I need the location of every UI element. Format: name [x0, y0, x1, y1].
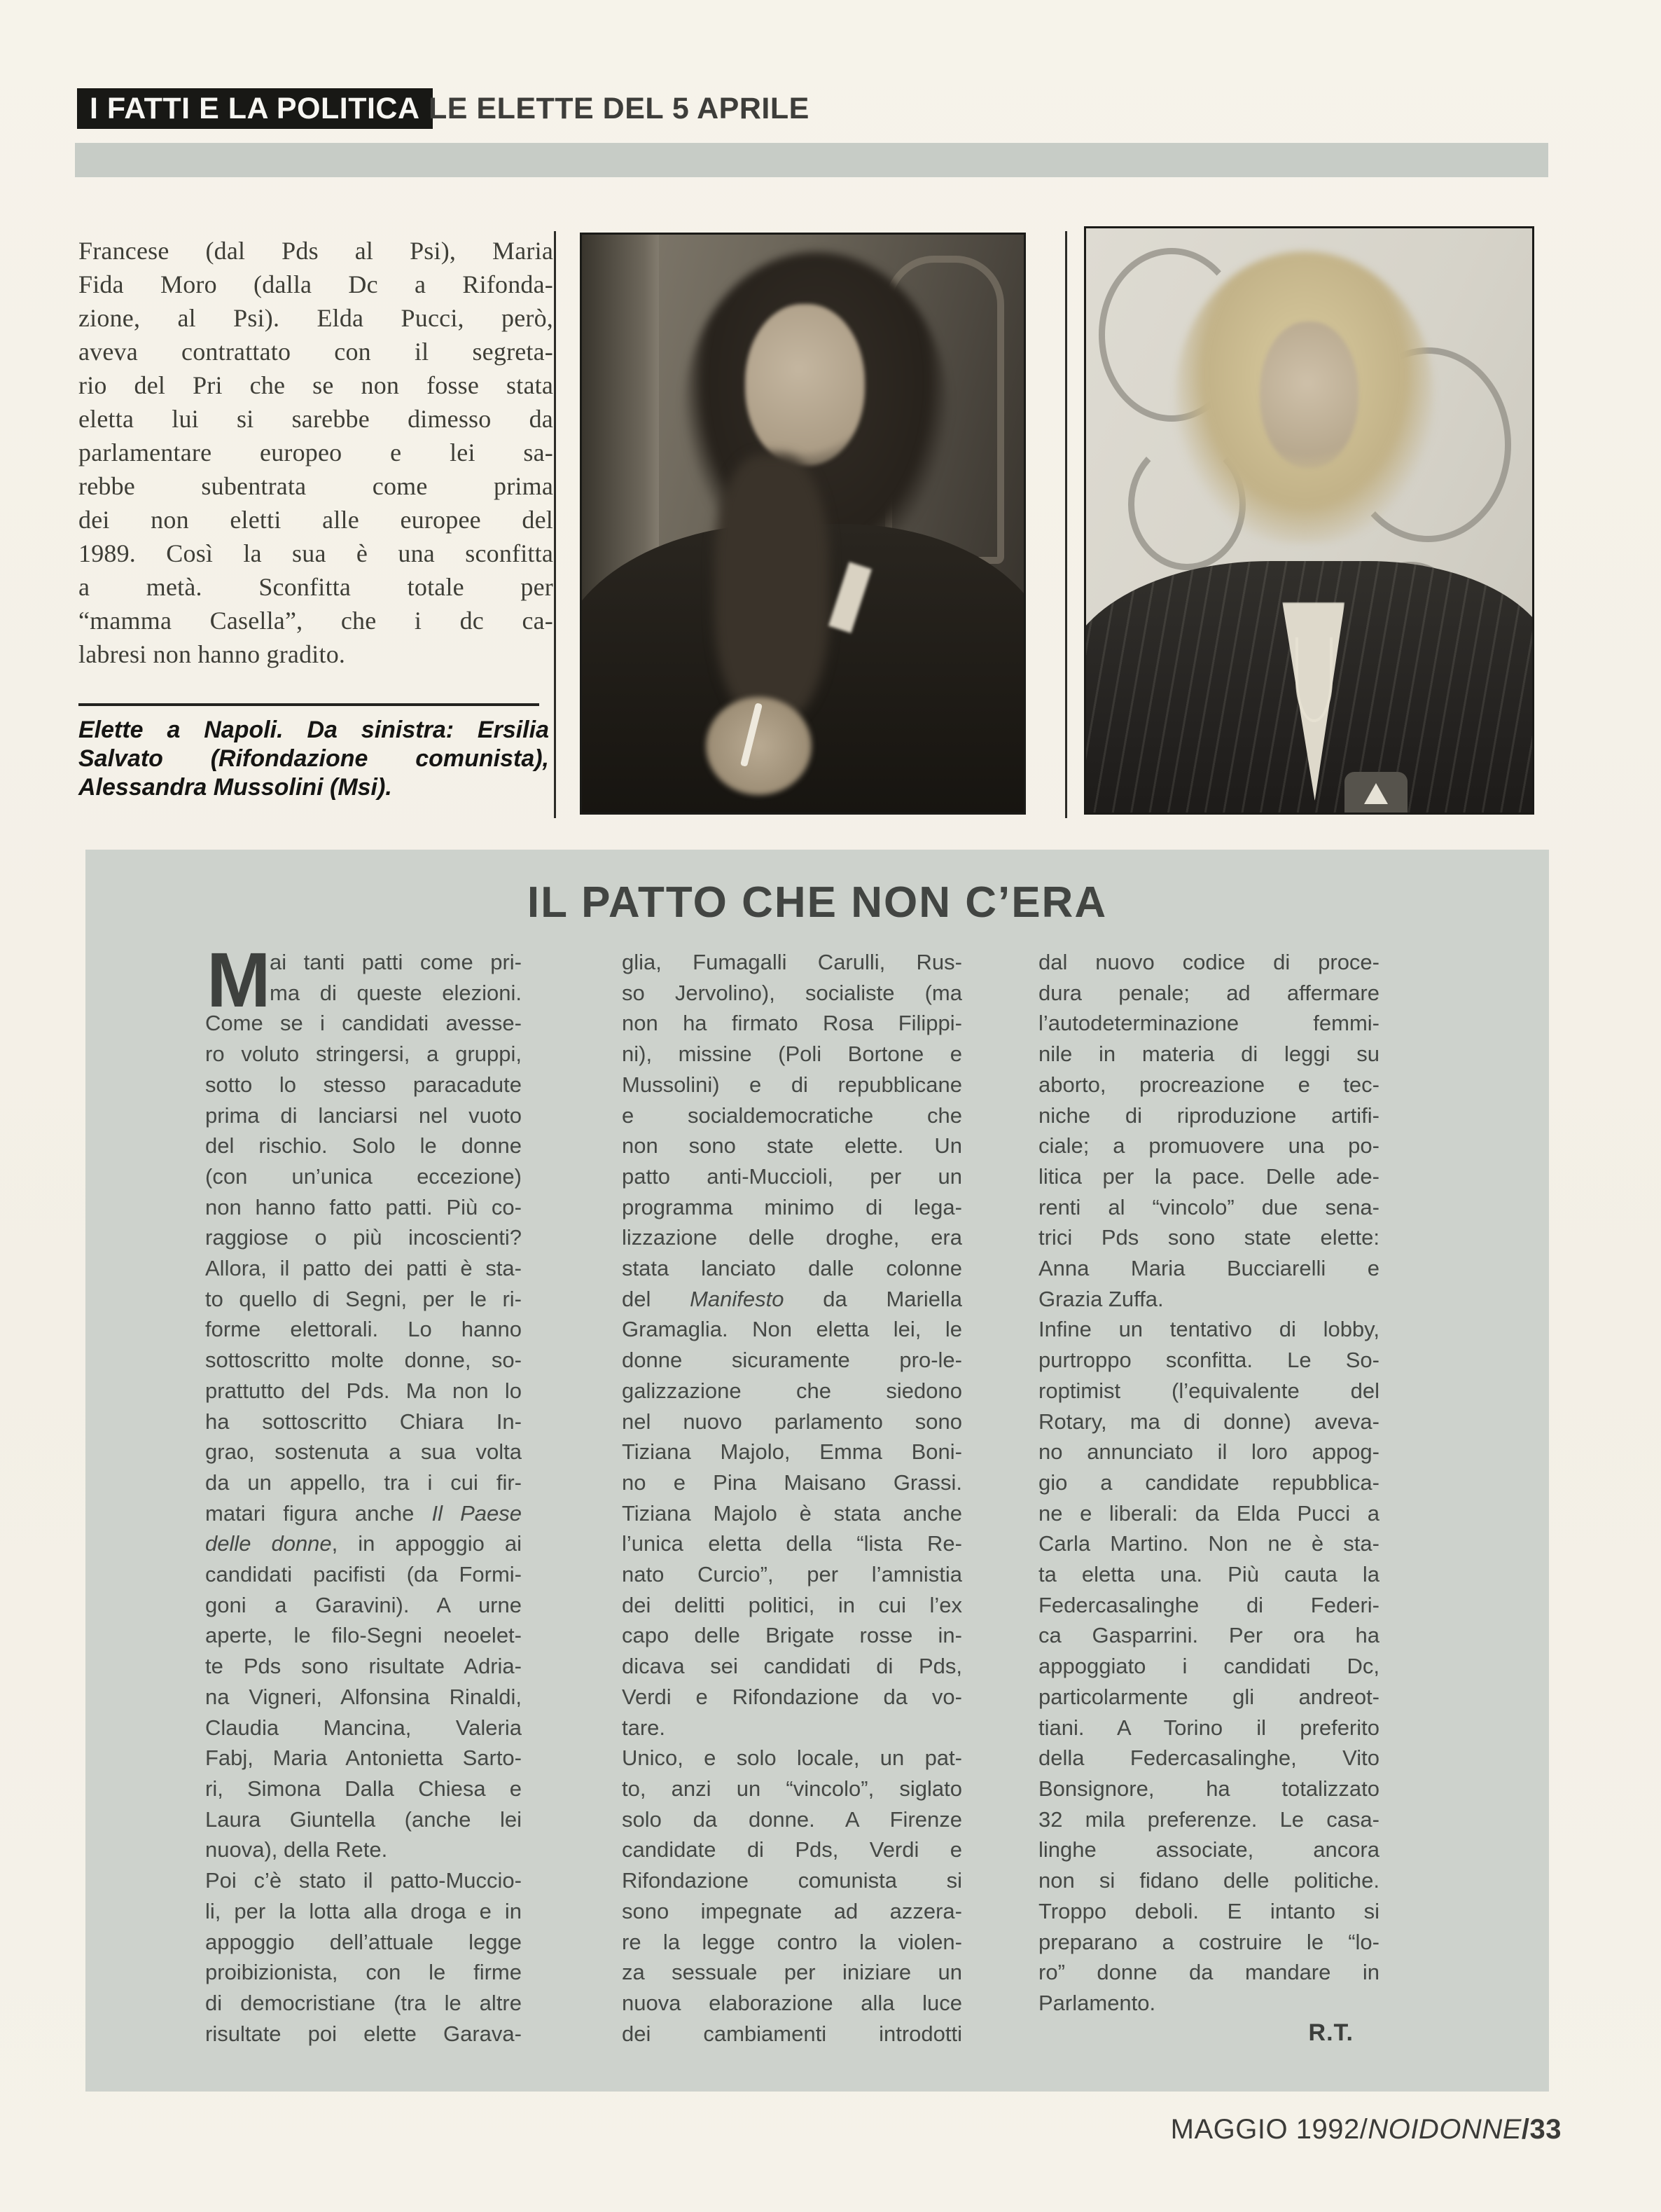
author-initials: R.T. [1308, 2019, 1354, 2046]
text-line: sotto lo stesso paracadute [205, 1072, 522, 1097]
text-line: forme elettorali. Lo hanno [205, 1317, 522, 1342]
article-column-2 [622, 947, 962, 2049]
text-line: zione, al Psi). Elda Pucci, però, [78, 304, 553, 332]
text-line: matari figura anche Il Paese [205, 1500, 522, 1526]
text-line: Grazia Zuffa. [1038, 1286, 1164, 1311]
text-line: no e Pina Maisano Grassi. [622, 1470, 962, 1495]
text-line: trici Pds sono state elette: [1038, 1225, 1379, 1250]
text-line: solo da donne. A Firenze [622, 1806, 962, 1832]
text-line: purtroppo sconfitta. Le So- [1038, 1348, 1379, 1373]
text-line: Alessandra Mussolini (Msi). [78, 774, 392, 801]
text-line: gio a candidate repubblica- [1038, 1470, 1379, 1495]
text-line: candidati pacifisti (da Formi- [205, 1562, 522, 1587]
photo-left-face [745, 304, 864, 466]
text-line: to quello di Segni, per le ri- [205, 1286, 522, 1311]
text-line: sottoscritto molte donne, so- [205, 1348, 522, 1373]
text-line: nel nuovo parlamento sono [622, 1409, 962, 1434]
text-line: dura penale; ad affermare [1038, 980, 1379, 1005]
text-line: Bonsignore, ha totalizzato [1038, 1776, 1379, 1801]
header-divider-band [75, 143, 1548, 177]
text-line: prattutto del Pds. Ma non lo [205, 1378, 522, 1403]
text-line: Tiziana Majolo, Emma Boni- [622, 1439, 962, 1465]
text-line: li, per la lotta alla droga e in [205, 1898, 522, 1923]
text-line: Verdi e Rifondazione da vo- [622, 1684, 962, 1709]
text-line: nato Curcio”, per l’amnistia [622, 1562, 962, 1587]
text-line: 1989. Così la sua è una sconfitta [78, 539, 553, 567]
text-line: te Pds sono risultate Adria- [205, 1654, 522, 1679]
text-line: ma di queste elezioni. [270, 980, 522, 1005]
text-line: Gramaglia. Non eletta lei, le [622, 1317, 962, 1342]
text-line: tare. [622, 1715, 666, 1740]
text-line: particolarmente gli andreot- [1038, 1684, 1379, 1709]
photo-middle-rule [1065, 231, 1067, 818]
page-title: LE ELETTE DEL 5 APRILE [429, 91, 809, 125]
text-line: del rischio. Solo le donne [205, 1133, 522, 1159]
text-line: ai tanti patti come pri- [270, 950, 522, 974]
text-line: ro voluto stringersi, a gruppi, [205, 1042, 522, 1067]
text-line: aperte, le filo-Segni neoelet- [205, 1623, 522, 1648]
text-line: Parlamento. [1038, 1990, 1156, 2015]
text-line: e socialdemocratiche che [622, 1102, 962, 1128]
text-line: “mamma Casella”, che i dc ca- [78, 607, 553, 635]
text-line: risultate poi elette Garava- [205, 2021, 522, 2046]
text-line: della Federcasalinghe, Vito [1038, 1746, 1379, 1771]
text-line: labresi non hanno gradito. [78, 640, 346, 668]
text-line: l’unica eletta della “lista Re- [622, 1531, 962, 1556]
article-title: IL PATTO CHE NON C’ERA [527, 878, 1108, 927]
text-line: patto anti-Muccioli, per un [622, 1163, 962, 1189]
text-line: dicava sei candidati di Pds, [622, 1654, 962, 1679]
text-line: programma minimo di lega- [622, 1194, 962, 1219]
text-line: Rotary, ma di donne) aveva- [1038, 1409, 1379, 1434]
text-line: na Vigneri, Alfonsina Rinaldi, [205, 1684, 522, 1709]
text-line: Come se i candidati avesse- [205, 1011, 522, 1036]
text-line: da un appello, tra i cui fir- [205, 1470, 522, 1495]
text-line: appoggio dell’attuale legge [205, 1929, 522, 1954]
text-line: ca Gasparrini. Per ora ha [1038, 1623, 1379, 1648]
text-line: ne e liberali: da Elda Pucci a [1038, 1500, 1379, 1526]
text-line: niche di riproduzione artifi- [1038, 1102, 1379, 1128]
text-line: dei non eletti alle europee del [78, 506, 553, 534]
footer-magazine-name: NOIDONNE [1368, 2114, 1522, 2145]
text-line: nile in materia di leggi su [1038, 1042, 1379, 1067]
text-line: dal nuovo codice di proce- [1038, 950, 1379, 974]
text-line: Claudia Mancina, Valeria [205, 1715, 522, 1740]
text-line: di democristiane (tra le altre [205, 1990, 522, 2015]
text-line: Mussolini) e di repubblicane [622, 1072, 962, 1097]
text-line: Allora, il patto dei patti è sta- [205, 1256, 522, 1281]
text-line: non sono state elette. Un [622, 1133, 962, 1159]
section-kicker-label: I FATTI E LA POLITICA [90, 91, 420, 125]
text-line: nuova), della Rete. [205, 1837, 388, 1862]
text-line: Salvato (Rifondazione comunista), [78, 745, 549, 772]
text-line: candidate di Pds, Verdi e [622, 1837, 962, 1862]
text-line: Elette a Napoli. Da sinistra: Ersilia [78, 717, 549, 743]
text-line: renti al “vincolo” due sena- [1038, 1194, 1379, 1219]
text-line: prima di lanciarsi nel vuoto [205, 1102, 522, 1128]
article-box [85, 850, 1549, 2092]
text-line: non ha firmato Rosa Filippi- [622, 1011, 962, 1036]
text-line: capo delle Brigate rosse in- [622, 1623, 962, 1648]
page-footer [1171, 2114, 1562, 2145]
photo-left-scarf [714, 455, 829, 721]
text-line: grao, sostenuta a sua volta [205, 1439, 522, 1465]
text-line: ri, Simona Dalla Chiesa e [205, 1776, 522, 1801]
text-line: Fabj, Maria Antonietta Sarto- [205, 1746, 522, 1771]
photo-ersilia-salvato [580, 233, 1026, 815]
text-line: Tiziana Majolo è stata anche [622, 1500, 962, 1526]
text-line: ciale; a promuovere una po- [1038, 1133, 1379, 1159]
text-line: Carla Martino. Non ne è sta- [1038, 1531, 1379, 1556]
text-line: 32 mila preferenze. Le casa- [1038, 1806, 1379, 1832]
text-line: Anna Maria Bucciarelli e [1038, 1256, 1379, 1281]
text-line: goni a Garavini). A urne [205, 1592, 522, 1617]
text-line: glia, Fumagalli Carulli, Rus- [622, 950, 962, 974]
text-line: re la legge contro la violen- [622, 1929, 962, 1954]
text-line: za sessuale per iniziare un [622, 1960, 962, 1985]
text-line: ta eletta una. Più cauta la [1038, 1562, 1379, 1587]
text-line: l’autodeterminazione femmi- [1038, 1011, 1379, 1036]
text-line: preparano a costruire le “lo- [1038, 1929, 1379, 1954]
text-line: stata lanciato dalle colonne [622, 1256, 962, 1281]
text-line: dei delitti politici, in cui l’ex [622, 1592, 962, 1617]
text-line: parlamentare europeo e lei sa- [78, 438, 553, 466]
text-line: linghe associate, ancora [1038, 1837, 1379, 1862]
text-line: appoggiato i candidati Dc, [1038, 1654, 1379, 1679]
text-line: raggiose o più incoscienti? [205, 1225, 522, 1250]
text-line: litica per la pace. Delle ade- [1038, 1163, 1379, 1189]
text-line: del Manifesto da Mariella [622, 1286, 962, 1311]
text-line: Rifondazione comunista si [622, 1868, 962, 1893]
text-line: delle donne, in appoggio ai [205, 1531, 522, 1556]
text-line: galizzazione che siedono [622, 1378, 962, 1403]
text-line: a metà. Sconfitta totale per [78, 573, 553, 601]
text-line: rio del Pri che se non fosse stata [78, 371, 553, 399]
text-line: Troppo deboli. E intanto si [1038, 1898, 1379, 1923]
text-line: ha sottoscritto Chiara In- [205, 1409, 522, 1434]
text-line: Francese (dal Pds al Psi), Maria [78, 237, 553, 265]
text-line: non si fidano delle politiche. [1038, 1868, 1379, 1893]
text-line: donne sicuramente pro-le- [622, 1348, 962, 1373]
photo-caption [78, 716, 549, 802]
photo-right-face [1260, 322, 1358, 468]
text-line: Unico, e solo locale, un pat- [622, 1746, 962, 1771]
text-line: Infine un tentativo di lobby, [1038, 1317, 1379, 1342]
footer-page-number: /33 [1521, 2114, 1562, 2145]
text-line: (con un’unica eccezione) [205, 1163, 522, 1189]
text-line: Laura Giuntella (anche lei [205, 1806, 522, 1832]
text-line: Fida Moro (dalla Dc a Rifonda- [78, 270, 553, 298]
text-line: sono impegnate ad azzera- [622, 1898, 962, 1923]
photo-right-microphone [1344, 772, 1408, 815]
text-line: to, anzi un “vincolo”, siglato [622, 1776, 962, 1801]
text-line: roptimist (l’equivalente del [1038, 1378, 1379, 1403]
footer-date: MAGGIO 1992/ [1170, 2114, 1368, 2145]
text-line: tiani. A Torino il preferito [1038, 1715, 1379, 1740]
text-line: rebbe subentrata come prima [78, 472, 553, 500]
text-line: proibizionista, con le firme [205, 1960, 522, 1985]
text-line: nuova elaborazione alla luce [622, 1990, 962, 2015]
caption-rule [78, 703, 539, 706]
text-line: no annunciato il loro appog- [1038, 1439, 1379, 1465]
drop-cap: M [207, 937, 271, 1023]
text-line: ro” donne da mandare in [1038, 1960, 1379, 1985]
text-line: Federcasalinghe di Federi- [1038, 1592, 1379, 1617]
text-line: eletta lui si sarebbe dimesso da [78, 405, 553, 433]
photo-right-necklace [1295, 637, 1333, 722]
intro-paragraph [78, 234, 553, 671]
article-column-1 [205, 937, 522, 2049]
text-line: aveva contrattato con il segreta- [78, 338, 553, 366]
text-line: Poi c’è stato il patto-Muccio- [205, 1868, 522, 1893]
text-line: non hanno fatto patti. Più co- [205, 1194, 522, 1219]
photo-left-rule [554, 231, 556, 818]
text-line: lizzazione delle droghe, era [622, 1225, 962, 1250]
text-line: aborto, procreazione e tec- [1038, 1072, 1379, 1097]
text-line: so Jervolino), socialiste (ma [622, 980, 962, 1005]
section-kicker [77, 88, 433, 129]
article-column-3 [1038, 947, 1379, 2019]
text-line: ni), missine (Poli Bortone e [622, 1042, 962, 1067]
text-line: dei cambiamenti introdotti [622, 2021, 962, 2046]
photo-alessandra-mussolini [1084, 226, 1534, 815]
